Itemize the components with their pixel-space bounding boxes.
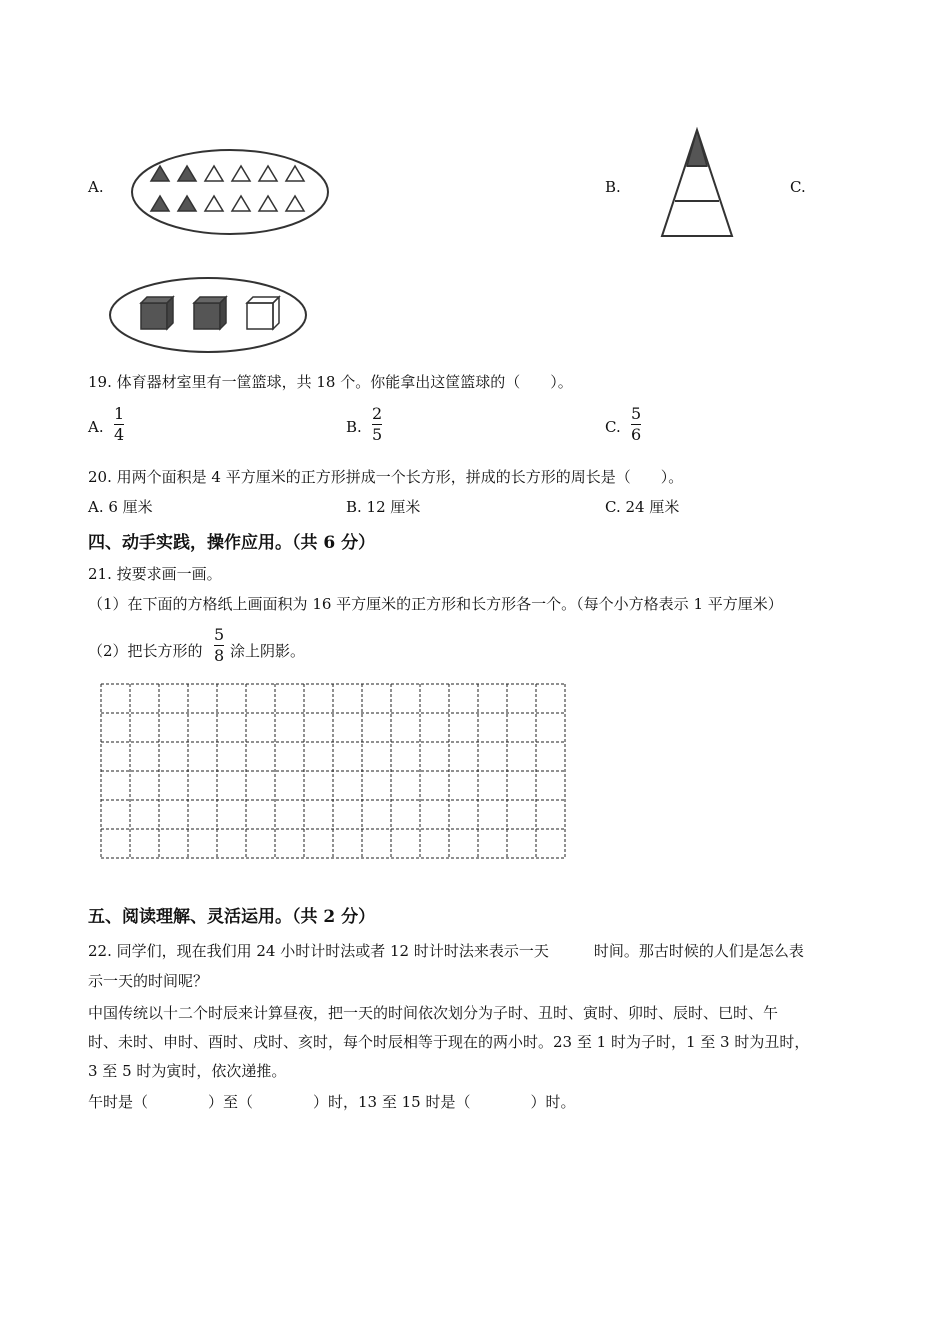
q21-part-2-prefix: （2）把长方形的 <box>88 642 203 660</box>
triangle-shaded <box>178 196 196 211</box>
q20-option-b: B. 12 厘米 <box>346 498 421 516</box>
q19-option-a-fraction <box>114 405 124 444</box>
cube-empty <box>247 297 279 329</box>
q22-line-5: 3 至 5 时为寅时，依次递推。 <box>88 1062 287 1080</box>
triangle-shaded <box>178 166 196 181</box>
q22-line-4: 时、未时、申时、酉时、戌时、亥时，每个时辰相等于现在的两小时。23 至 1 时为子时，1 至 3 时为丑时， <box>88 1033 810 1051</box>
q19-c-numerator: 5 <box>631 404 642 423</box>
triangle-shaded <box>151 196 169 211</box>
q19-b-denominator: 5 <box>372 425 383 444</box>
triangle-empty <box>205 196 223 211</box>
q19-a-denominator: 4 <box>114 425 125 444</box>
q21-numerator: 5 <box>214 625 225 644</box>
triangle-shaded <box>151 166 169 181</box>
cube-shaded <box>194 297 226 329</box>
q19-c-denominator: 6 <box>631 425 642 444</box>
q21-part-2-suffix: 涂上阴影。 <box>230 642 306 660</box>
q19-option-a-label: A. <box>88 418 104 436</box>
q19-stem: 19. 体育器材室里有一筐篮球，共 18 个。你能拿出这筐篮球的（ ）。 <box>88 373 573 391</box>
q19-option-c-fraction <box>631 405 641 444</box>
cube-shaded <box>141 297 173 329</box>
triangle-empty <box>259 166 277 181</box>
grid-paper[interactable] <box>100 683 566 859</box>
triangle-empty <box>259 196 277 211</box>
triangle-empty <box>232 166 250 181</box>
q22-line-2: 示一天的时间呢？ <box>88 972 209 990</box>
q18-option-c-label: C. <box>790 178 806 196</box>
q18-a-triangles-row2 <box>151 196 304 211</box>
q18-b-top-shaded <box>687 130 707 166</box>
q20-stem: 20. 用两个面积是 4 平方厘米的正方形拼成一个长方形，拼成的长方形的周长是（ ）。 <box>88 468 684 486</box>
q18-option-a-figure <box>130 148 330 238</box>
q21-stem: 21. 按要求画一画。 <box>88 565 222 583</box>
q18-a-ellipse <box>132 150 328 234</box>
q21-part-1: （1）在下面的方格纸上画面积为 16 平方厘米的正方形和长方形各一个。（每个小方格表示 1 平方厘米） <box>88 595 783 613</box>
q19-option-c-label: C. <box>605 418 621 436</box>
q18-a-triangles-row1 <box>151 166 304 181</box>
section-5-heading: 五、阅读理解、灵活运用。（共 2 分） <box>88 907 376 927</box>
triangle-empty <box>232 196 250 211</box>
section-4-heading: 四、动手实践，操作应用。（共 6 分） <box>88 533 376 553</box>
q18-option-c-figure <box>108 276 310 356</box>
triangle-empty <box>286 166 304 181</box>
q21-part-2-fraction <box>214 626 224 665</box>
triangle-empty <box>205 166 223 181</box>
q20-option-c: C. 24 厘米 <box>605 498 680 516</box>
q19-option-b-fraction <box>372 405 382 444</box>
q20-option-a: A. 6 厘米 <box>88 498 153 516</box>
q19-b-numerator: 2 <box>372 404 383 423</box>
q18-option-b-figure <box>660 128 736 240</box>
q22-line-6: 午时是（ ）至（ ）时，13 至 15 时是（ ）时。 <box>88 1093 576 1111</box>
triangle-empty <box>286 196 304 211</box>
q19-option-b-label: B. <box>346 418 362 436</box>
q19-a-numerator: 1 <box>114 404 125 423</box>
q18-option-b-label: B. <box>605 178 621 196</box>
q22-line-1: 22. 同学们，现在我们用 24 小时计时法或者 12 时计时法来表示一天 时间。那古时候的人们是怎么表 <box>88 942 804 960</box>
q22-line-3: 中国传统以十二个时辰来计算昼夜，把一天的时间依次划分为子时、丑时、寅时、卯时、辰时、巳时、午 <box>88 1004 779 1022</box>
q18-option-a-label: A. <box>88 178 104 196</box>
q21-denominator: 8 <box>214 646 225 665</box>
